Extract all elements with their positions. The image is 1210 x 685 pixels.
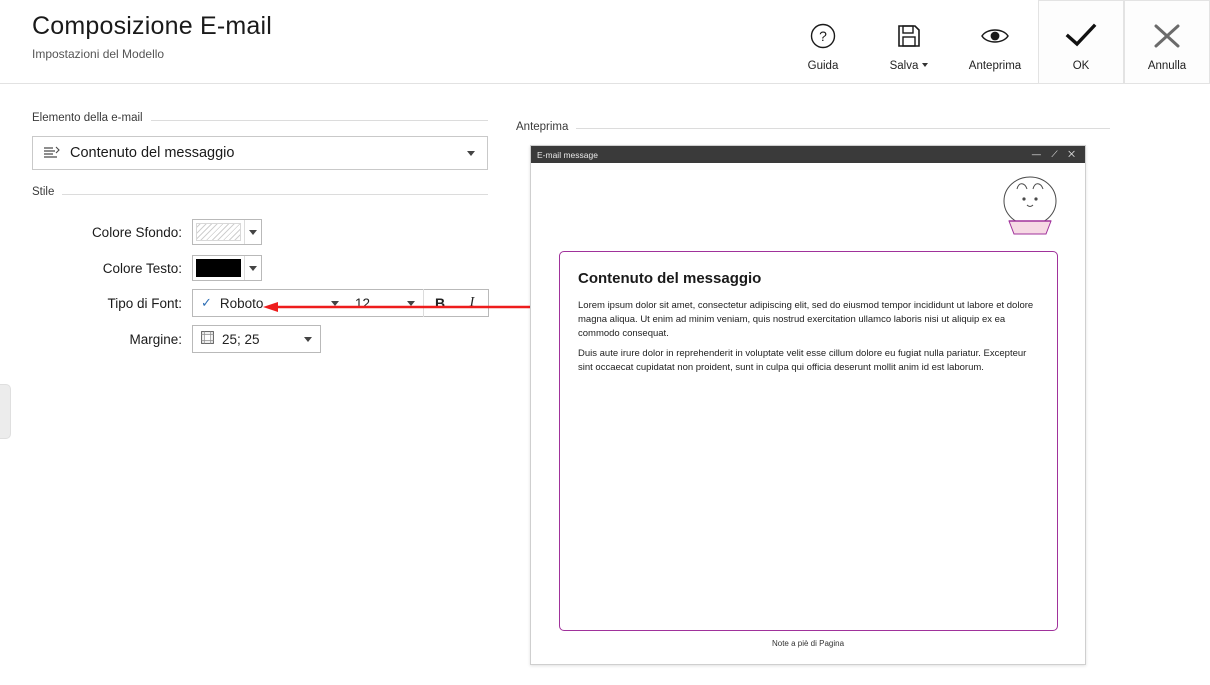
preview-panel [510,84,1210,685]
preview-window-title: E-mail message [537,149,598,160]
anteprima-label: Anteprima [968,59,1022,72]
annulla-label: Annulla [1147,59,1187,72]
guida-button[interactable] [780,0,866,84]
text-block-icon [43,146,60,161]
close-x-icon [1152,19,1182,53]
email-element-group-label: Elemento della e-mail [32,112,151,124]
save-disk-icon [896,19,922,53]
svg-text:?: ? [819,27,827,44]
annulla-button[interactable] [1124,0,1210,84]
page-subtitle: Impostazioni del Modello [32,47,165,61]
background-color-label: Colore Sfondo: [91,224,182,240]
text-color-row [0,254,510,282]
chevron-down-icon[interactable] [244,220,261,244]
checkmark-icon [1065,19,1097,53]
header-toolbar [780,0,1210,84]
email-element-select[interactable] [32,136,488,170]
panel-collapse-handle[interactable] [0,384,11,439]
title-block [32,12,272,61]
margin-grid-icon [201,331,214,347]
page-title: Composizione E-mail [32,12,272,40]
message-paragraph: Duis aute irure dolor in reprehenderit in voluptate velit esse cillum dolore eu fugiat nulla pariatur. Excepteur sint occaecat cupidatat non proident, sunt in culpa qui officia deserunt mollit anim id est laborum. [578,348,1027,374]
checkmark-icon: ✓ [201,295,212,310]
ok-button[interactable] [1038,0,1124,84]
font-family-value: Roboto [219,295,264,311]
italic-button[interactable]: I [469,295,475,310]
chevron-down-icon[interactable] [304,337,312,342]
font-size-select[interactable] [347,296,399,311]
font-label: Tipo di Font: [107,295,182,311]
ok-label: OK [1072,59,1090,72]
chevron-down-icon[interactable] [407,301,415,306]
font-size-value: 12 [355,295,371,311]
chevron-glyph [249,230,257,235]
message-heading: Contenuto del messaggio [578,270,762,287]
font-controls [192,289,489,317]
help-circle-icon [809,19,837,53]
group-divider [32,194,488,195]
eye-icon [980,19,1010,53]
chevron-down-icon[interactable] [467,151,475,156]
preview-window-titlebar [531,146,1085,163]
preview-group-label: Anteprima [516,121,576,133]
salva-button[interactable] [866,0,952,84]
margin-label: Margine: [129,331,182,347]
cat-in-basket-logo [995,175,1065,241]
email-element-value: Contenuto del messaggio [70,145,235,161]
message-paragraph: Lorem ipsum dolor sit amet, consectetur adipiscing elit, sed do eiusmod tempor incididunt ut labore et dolore magna aliqua. Ut enim ad minim veniam, quis nostrud exercitation ullamco laboris nisi ut aliquip ex ea commodo consequat. [578,300,1034,339]
guida-label: Guida [807,59,839,72]
text-color-swatch [196,259,241,277]
chevron-down-icon[interactable] [331,301,339,306]
margin-input[interactable] [192,325,321,353]
text-color-picker[interactable] [192,255,262,281]
chevron-down-icon[interactable] [244,256,261,280]
background-color-picker[interactable] [192,219,262,245]
anteprima-button[interactable] [952,0,1038,84]
margin-value: 25; 25 [222,331,260,347]
salva-label [890,60,929,72]
font-row [0,289,510,317]
message-content-block [559,251,1058,631]
background-color-row [0,218,510,246]
font-family-select[interactable] [193,295,323,311]
group-divider [516,128,1110,129]
text-color-label: Colore Testo: [102,260,182,276]
margin-row [0,325,510,353]
preview-window-body [531,163,1085,664]
background-color-swatch [196,223,241,241]
chevron-down-icon[interactable] [922,63,928,67]
preview-window-buttons: — ⟋ ✕ [1031,149,1079,159]
salva-text: Salva [889,59,919,72]
preview-window [530,145,1086,665]
preview-footer-note: Note a piè di Pagina [771,639,845,648]
chevron-glyph [249,266,257,271]
window-header [0,0,1210,84]
style-group-label: Stile [32,186,62,198]
bold-button[interactable]: B [434,295,446,311]
settings-panel [0,84,510,685]
